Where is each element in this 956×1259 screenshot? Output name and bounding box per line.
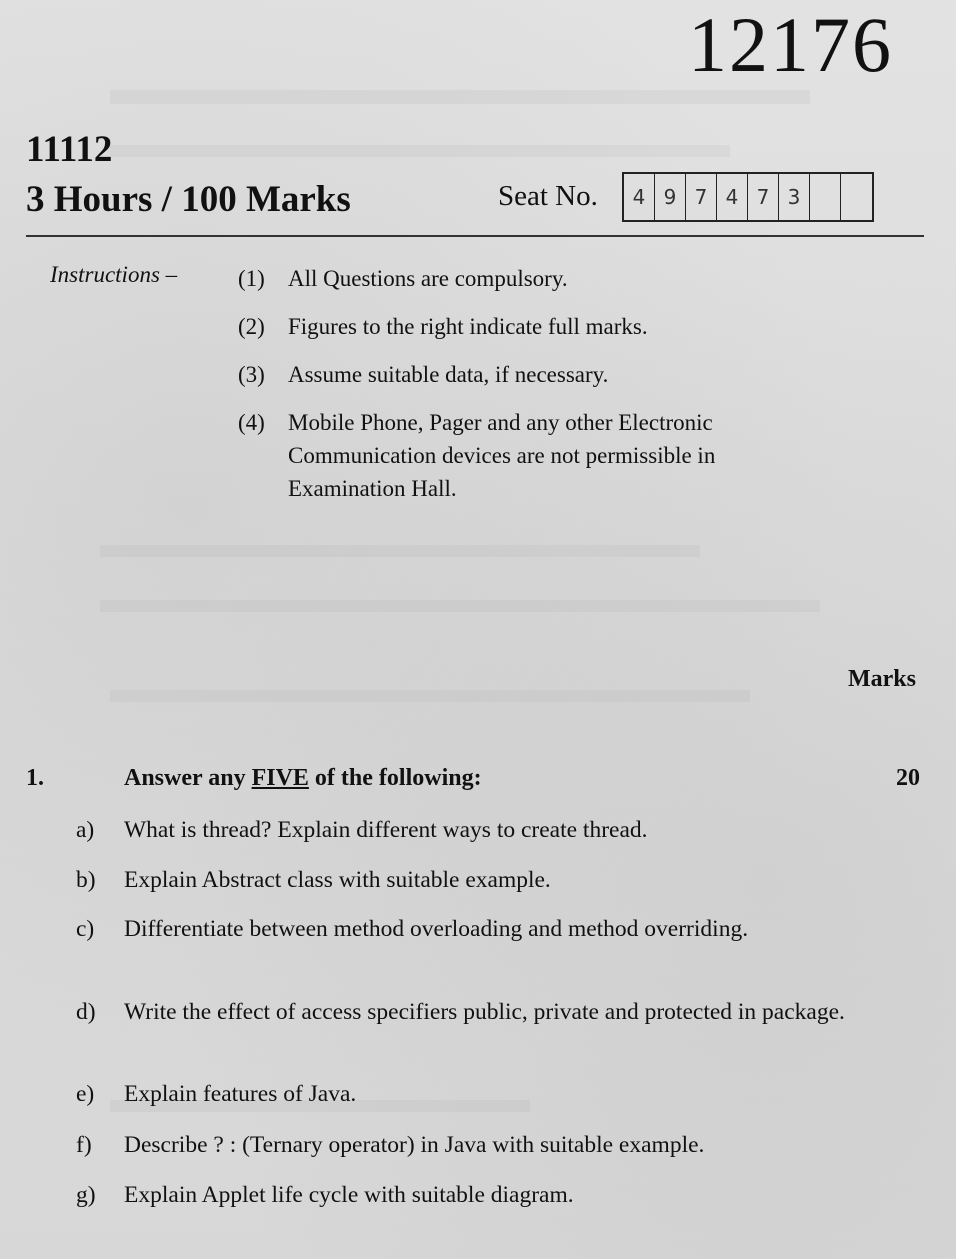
part-text: What is thread? Explain different ways to create thread.: [124, 817, 648, 843]
seat-digit: 7: [686, 174, 717, 220]
question-title-suffix: of the following:: [308, 765, 482, 791]
question-title: [124, 765, 482, 792]
paper-number: 12176: [688, 1, 893, 88]
question-part: [76, 996, 904, 1029]
part-label: g): [76, 1182, 96, 1208]
duration-marks: 3 Hours / 100 Marks: [26, 179, 351, 220]
part-text: Write the effect of access specifiers public, private and protected in package.: [124, 999, 845, 1025]
part-text: Describe ? : (Ternary operator) in Java with suitable example.: [124, 1132, 705, 1158]
seat-number-label: Seat No.: [498, 180, 598, 212]
question-part: [76, 1129, 904, 1162]
question-part: [76, 1078, 884, 1111]
part-label: e): [76, 1081, 95, 1107]
instruction-text: All Questions are compulsory.: [288, 266, 568, 291]
bleed-through-line: [110, 690, 750, 702]
instruction-item: [238, 358, 848, 391]
instruction-item: [238, 262, 848, 295]
bleed-through-line: [100, 545, 700, 557]
instruction-number: (1): [238, 266, 265, 291]
subject-code: 11112: [26, 129, 113, 170]
instruction-text: Mobile Phone, Pager and any other Electronic Communication devices are not permissible in Examination Hall.: [288, 410, 716, 501]
part-label: f): [76, 1132, 92, 1158]
header-divider: [26, 235, 924, 237]
seat-digit: 9: [655, 174, 686, 220]
question-part: [76, 1179, 884, 1212]
part-text: Differentiate between method overloading and method overriding.: [124, 916, 749, 942]
question-marks: 20: [896, 765, 920, 791]
question-number: 1.: [26, 765, 44, 791]
part-text: Explain Abstract class with suitable example.: [124, 867, 551, 893]
part-text: Explain features of Java.: [124, 1081, 357, 1107]
instruction-number: (2): [238, 314, 265, 339]
bleed-through-line: [110, 90, 810, 104]
part-label: b): [76, 867, 96, 893]
seat-digit: 4: [717, 174, 748, 220]
part-label: d): [76, 999, 96, 1025]
part-label: c): [76, 916, 95, 942]
instruction-text: Figures to the right indicate full marks.: [288, 314, 648, 339]
seat-digit: [810, 174, 841, 220]
question-title-emphasis: FIVE: [251, 765, 309, 791]
bleed-through-line: [110, 145, 730, 157]
part-label: a): [76, 817, 95, 843]
question-part: [76, 864, 884, 897]
part-text: Explain Applet life cycle with suitable diagram.: [124, 1182, 574, 1208]
bleed-through-line: [100, 600, 820, 612]
instruction-number: (3): [238, 362, 265, 387]
seat-digit: 3: [779, 174, 810, 220]
instructions-label: Instructions –: [50, 262, 178, 287]
seat-digit: [841, 174, 872, 220]
seat-digit: 7: [748, 174, 779, 220]
seat-digit: 4: [624, 174, 655, 220]
question-part: [76, 913, 764, 946]
marks-heading: Marks: [848, 666, 916, 692]
question-title-prefix: Answer any: [124, 765, 252, 791]
seat-number-boxes: [622, 172, 874, 222]
instruction-number: (4): [238, 410, 265, 435]
instruction-item: [238, 310, 848, 343]
instruction-text: Assume suitable data, if necessary.: [288, 362, 609, 387]
question-part: [76, 814, 884, 847]
instruction-item: [238, 406, 833, 505]
